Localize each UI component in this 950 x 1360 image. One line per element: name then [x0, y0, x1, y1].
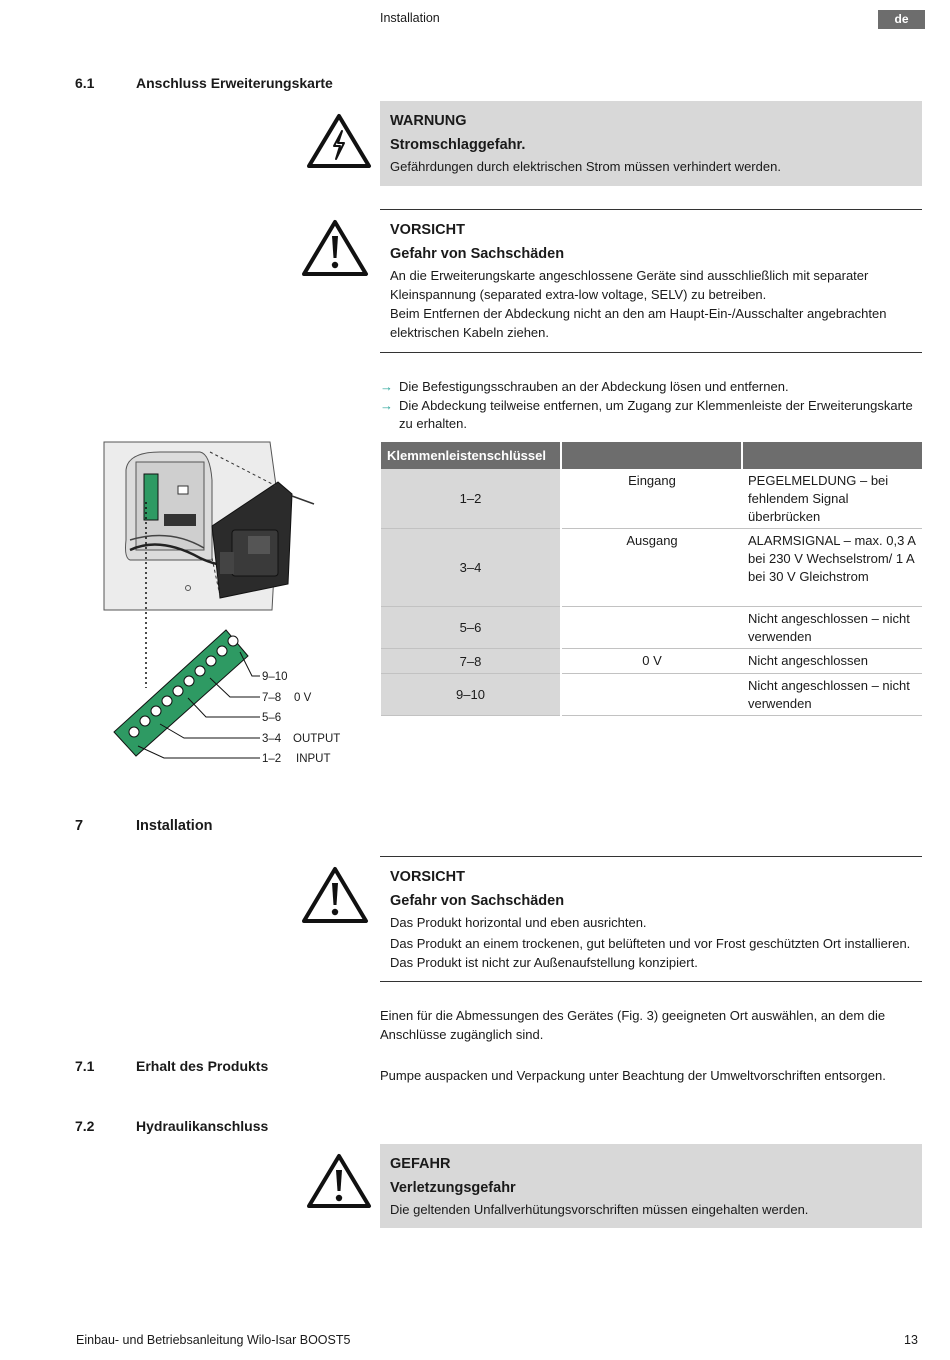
section-title: Anschluss Erweiterungskarte [136, 75, 333, 91]
terminal-label: OUTPUT [293, 733, 341, 745]
type-cell: Eingang [561, 469, 742, 529]
table-row [381, 649, 922, 674]
intro-paragraph: Einen für die Abmessungen des Gerätes (Fig. 3) geeigneten Ort auswählen, an dem die Anschlüsse zugänglich sind. [380, 1008, 886, 1042]
table-header-empty [742, 442, 922, 469]
type-cell: 0 V [561, 649, 742, 674]
terminal-cell: 9–10 [381, 674, 561, 716]
expansion-card-figure [100, 440, 360, 780]
section-number: 7.1 [75, 1058, 95, 1074]
danger-icon [305, 1152, 373, 1210]
terminal-label: INPUT [296, 753, 331, 765]
language-badge: de [878, 10, 925, 29]
description-cell: Nicht angeschlossen [742, 649, 922, 674]
caution-text: Beim Entfernen der Abdeckung nicht an den am Haupt-Ein-/Ausschalter angebrachten elektrischen Kabeln ziehen. [390, 306, 887, 340]
step-text: Die Befestigungsschrauben an der Abdeckung lösen und entfernen. [399, 379, 789, 394]
danger-box [380, 1144, 922, 1228]
warning-text: Gefährdungen durch elektrischen Strom müssen verhindert werden. [390, 159, 781, 174]
caution-keyword: VORSICHT [390, 222, 465, 238]
table-header-row [381, 442, 922, 469]
arrow-right-icon: → [380, 397, 393, 413]
terminal-label: 9–10 [262, 671, 288, 683]
table-header-empty [561, 442, 742, 469]
caution-text: Das Produkt an einem trockenen, gut belüfteten und vor Frost geschützten Ort installieren. Das Produkt ist nicht zur Außenaufstellung konzipiert. [390, 936, 911, 970]
description-cell: ALARMSIGNAL – max. 0,3 A bei 230 V Wechselstrom/ 1 A bei 30 V Gleichstrom [742, 529, 922, 607]
caution-box [380, 209, 922, 353]
table-row [381, 674, 922, 716]
type-cell [561, 607, 742, 649]
caution-text: An die Erweiterungskarte angeschlossene Geräte sind ausschließlich mit separater Kleinspannung (separated extra-low voltage, SELV) zu betreiben. [390, 268, 869, 302]
terminal-cell: 5–6 [381, 607, 561, 649]
terminal-cell: 3–4 [381, 529, 561, 607]
list-item [380, 397, 920, 434]
section-title: Hydraulikanschluss [136, 1118, 269, 1134]
warning-box [380, 101, 922, 186]
terminal-label: 0 V [294, 692, 312, 704]
section-number: 7.2 [75, 1118, 95, 1134]
danger-text: Die geltenden Unfallverhütungsvorschriften müssen eingehalten werden. [390, 1202, 809, 1217]
table-header: Klemmenleistenschlüssel [381, 442, 561, 469]
list-item [380, 378, 920, 397]
table-row [381, 607, 922, 649]
caution-keyword: VORSICHT [390, 869, 465, 885]
terminal-key-table [381, 442, 922, 716]
warning-subtitle: Stromschlaggefahr. [390, 137, 526, 153]
terminal-label: 7–8 [262, 692, 282, 704]
caution-text: Das Produkt horizontal und eben ausrichten. [390, 915, 647, 930]
paragraph: Pumpe auspacken und Verpackung unter Beachtung der Umweltvorschriften entsorgen. [380, 1068, 886, 1083]
type-cell [561, 674, 742, 716]
page-number: 13 [904, 1333, 918, 1347]
warning-keyword: WARNUNG [390, 113, 467, 129]
section-title: Installation [136, 818, 213, 834]
header-title: Installation [380, 11, 440, 25]
danger-keyword: GEFAHR [390, 1156, 451, 1172]
type-cell: Ausgang [561, 529, 742, 607]
caution-icon [300, 865, 370, 925]
caution-subtitle: Gefahr von Sachschäden [390, 893, 565, 909]
caution-subtitle: Gefahr von Sachschäden [390, 246, 565, 262]
table-row [381, 529, 922, 607]
caution-box [380, 856, 922, 982]
arrow-right-icon: → [380, 379, 393, 394]
description-cell: PEGELMELDUNG – bei fehlendem Signal überbrücken [742, 469, 922, 529]
description-cell: Nicht angeschlossen – nicht verwenden [742, 607, 922, 649]
electric-hazard-icon [305, 112, 373, 170]
step-text: Die Abdeckung teilweise entfernen, um Zugang zur Klemmenleiste der Erweiterungskarte zu erhalten. [399, 397, 913, 431]
terminal-cell: 1–2 [381, 469, 561, 529]
terminal-label: 1–2 [262, 753, 282, 765]
description-cell: Nicht angeschlossen – nicht verwenden [742, 674, 922, 716]
section-number: 7 [75, 818, 84, 834]
terminal-label: 5–6 [262, 712, 282, 724]
danger-subtitle: Verletzungsgefahr [390, 1180, 516, 1196]
caution-icon [300, 218, 370, 278]
terminal-label: 3–4 [262, 733, 282, 745]
table-row [381, 469, 922, 529]
section-title: Erhalt des Produkts [136, 1058, 269, 1074]
footer-document-title: Einbau- und Betriebsanleitung Wilo-Isar BOOST5 [76, 1333, 351, 1347]
section-number: 6.1 [75, 75, 95, 91]
step-list [380, 378, 920, 434]
terminal-cell: 7–8 [381, 649, 561, 674]
